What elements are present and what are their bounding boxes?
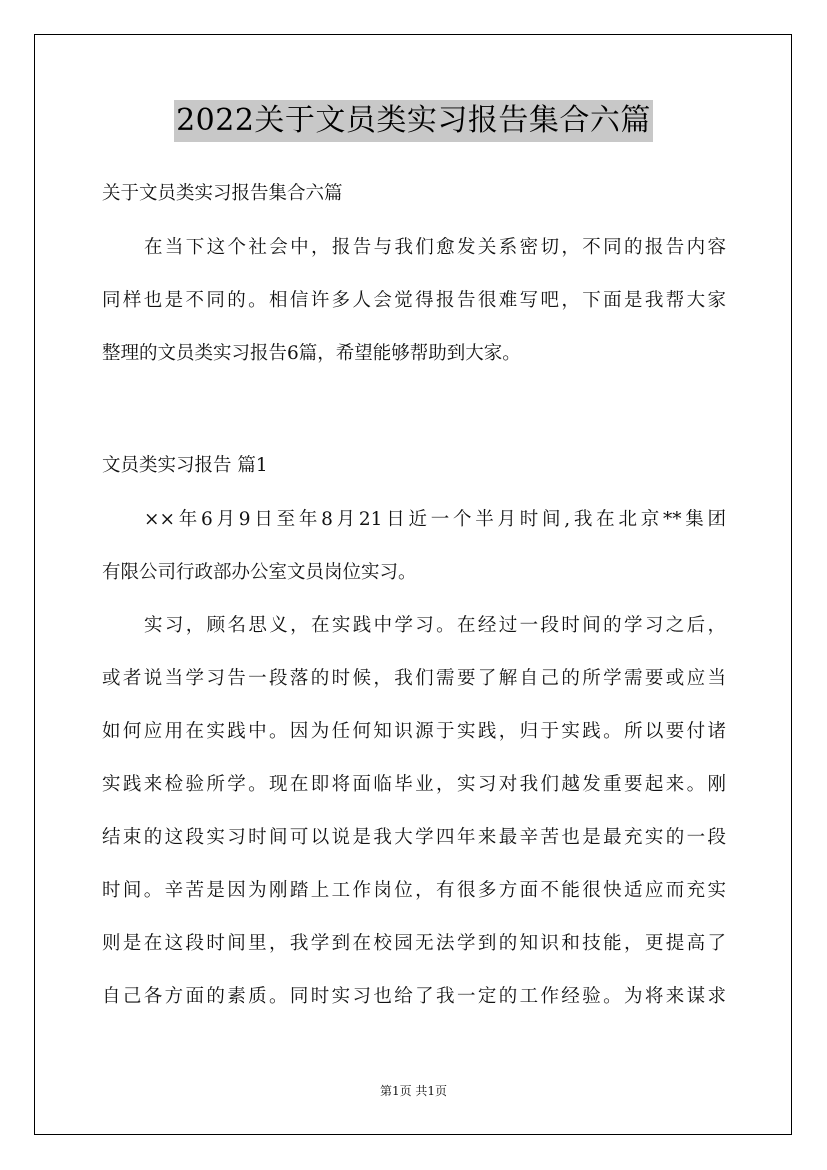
document-title: 2022关于文员类实习报告集合六篇	[174, 100, 653, 142]
paragraph-line: 实习，顾名思义，在实践中学习。在经过一段时间的学习之后，	[144, 615, 726, 636]
intro-line: 在当下这个社会中，报告与我们愈发关系密切，不同的报告内容	[144, 237, 726, 258]
paragraph-line: ××年6月9日至年8月21日近一个半月时间,我在北京**集团	[144, 509, 726, 530]
page-number-footer: 第1页 共1页	[379, 1084, 448, 1098]
paragraph-line: 自己各方面的素质。同时实习也给了我一定的工作经验。为将来谋求	[102, 986, 726, 1007]
paragraph-line: 时间。辛苦是因为刚踏上工作岗位，有很多方面不能很快适应而充实	[102, 880, 726, 901]
intro-line: 整理的文员类实习报告6篇，希望能够帮助到大家。	[102, 343, 521, 364]
document-subtitle: 关于文员类实习报告集合六篇	[102, 183, 343, 204]
paragraph-line: 或者说当学习告一段落的时候，我们需要了解自己的所学需要或应当	[102, 668, 726, 689]
intro-line: 同样也是不同的。相信许多人会觉得报告很难写吧，下面是我帮大家	[102, 290, 726, 311]
paragraph-line: 实践来检验所学。现在即将面临毕业，实习对我们越发重要起来。刚	[102, 774, 726, 795]
paragraph-line: 则是在这段时间里，我学到在校园无法学到的知识和技能，更提高了	[102, 933, 726, 954]
paragraph-line: 结束的这段实习时间可以说是我大学四年来最辛苦也是最充实的一段	[102, 827, 726, 848]
title-container	[0, 100, 827, 142]
paragraph-line: 有限公司行政部办公室文员岗位实习。	[102, 562, 417, 583]
section-heading: 文员类实习报告 篇1	[102, 455, 268, 476]
paragraph-line: 如何应用在实践中。因为任何知识源于实践，归于实践。所以要付诸	[102, 721, 726, 742]
